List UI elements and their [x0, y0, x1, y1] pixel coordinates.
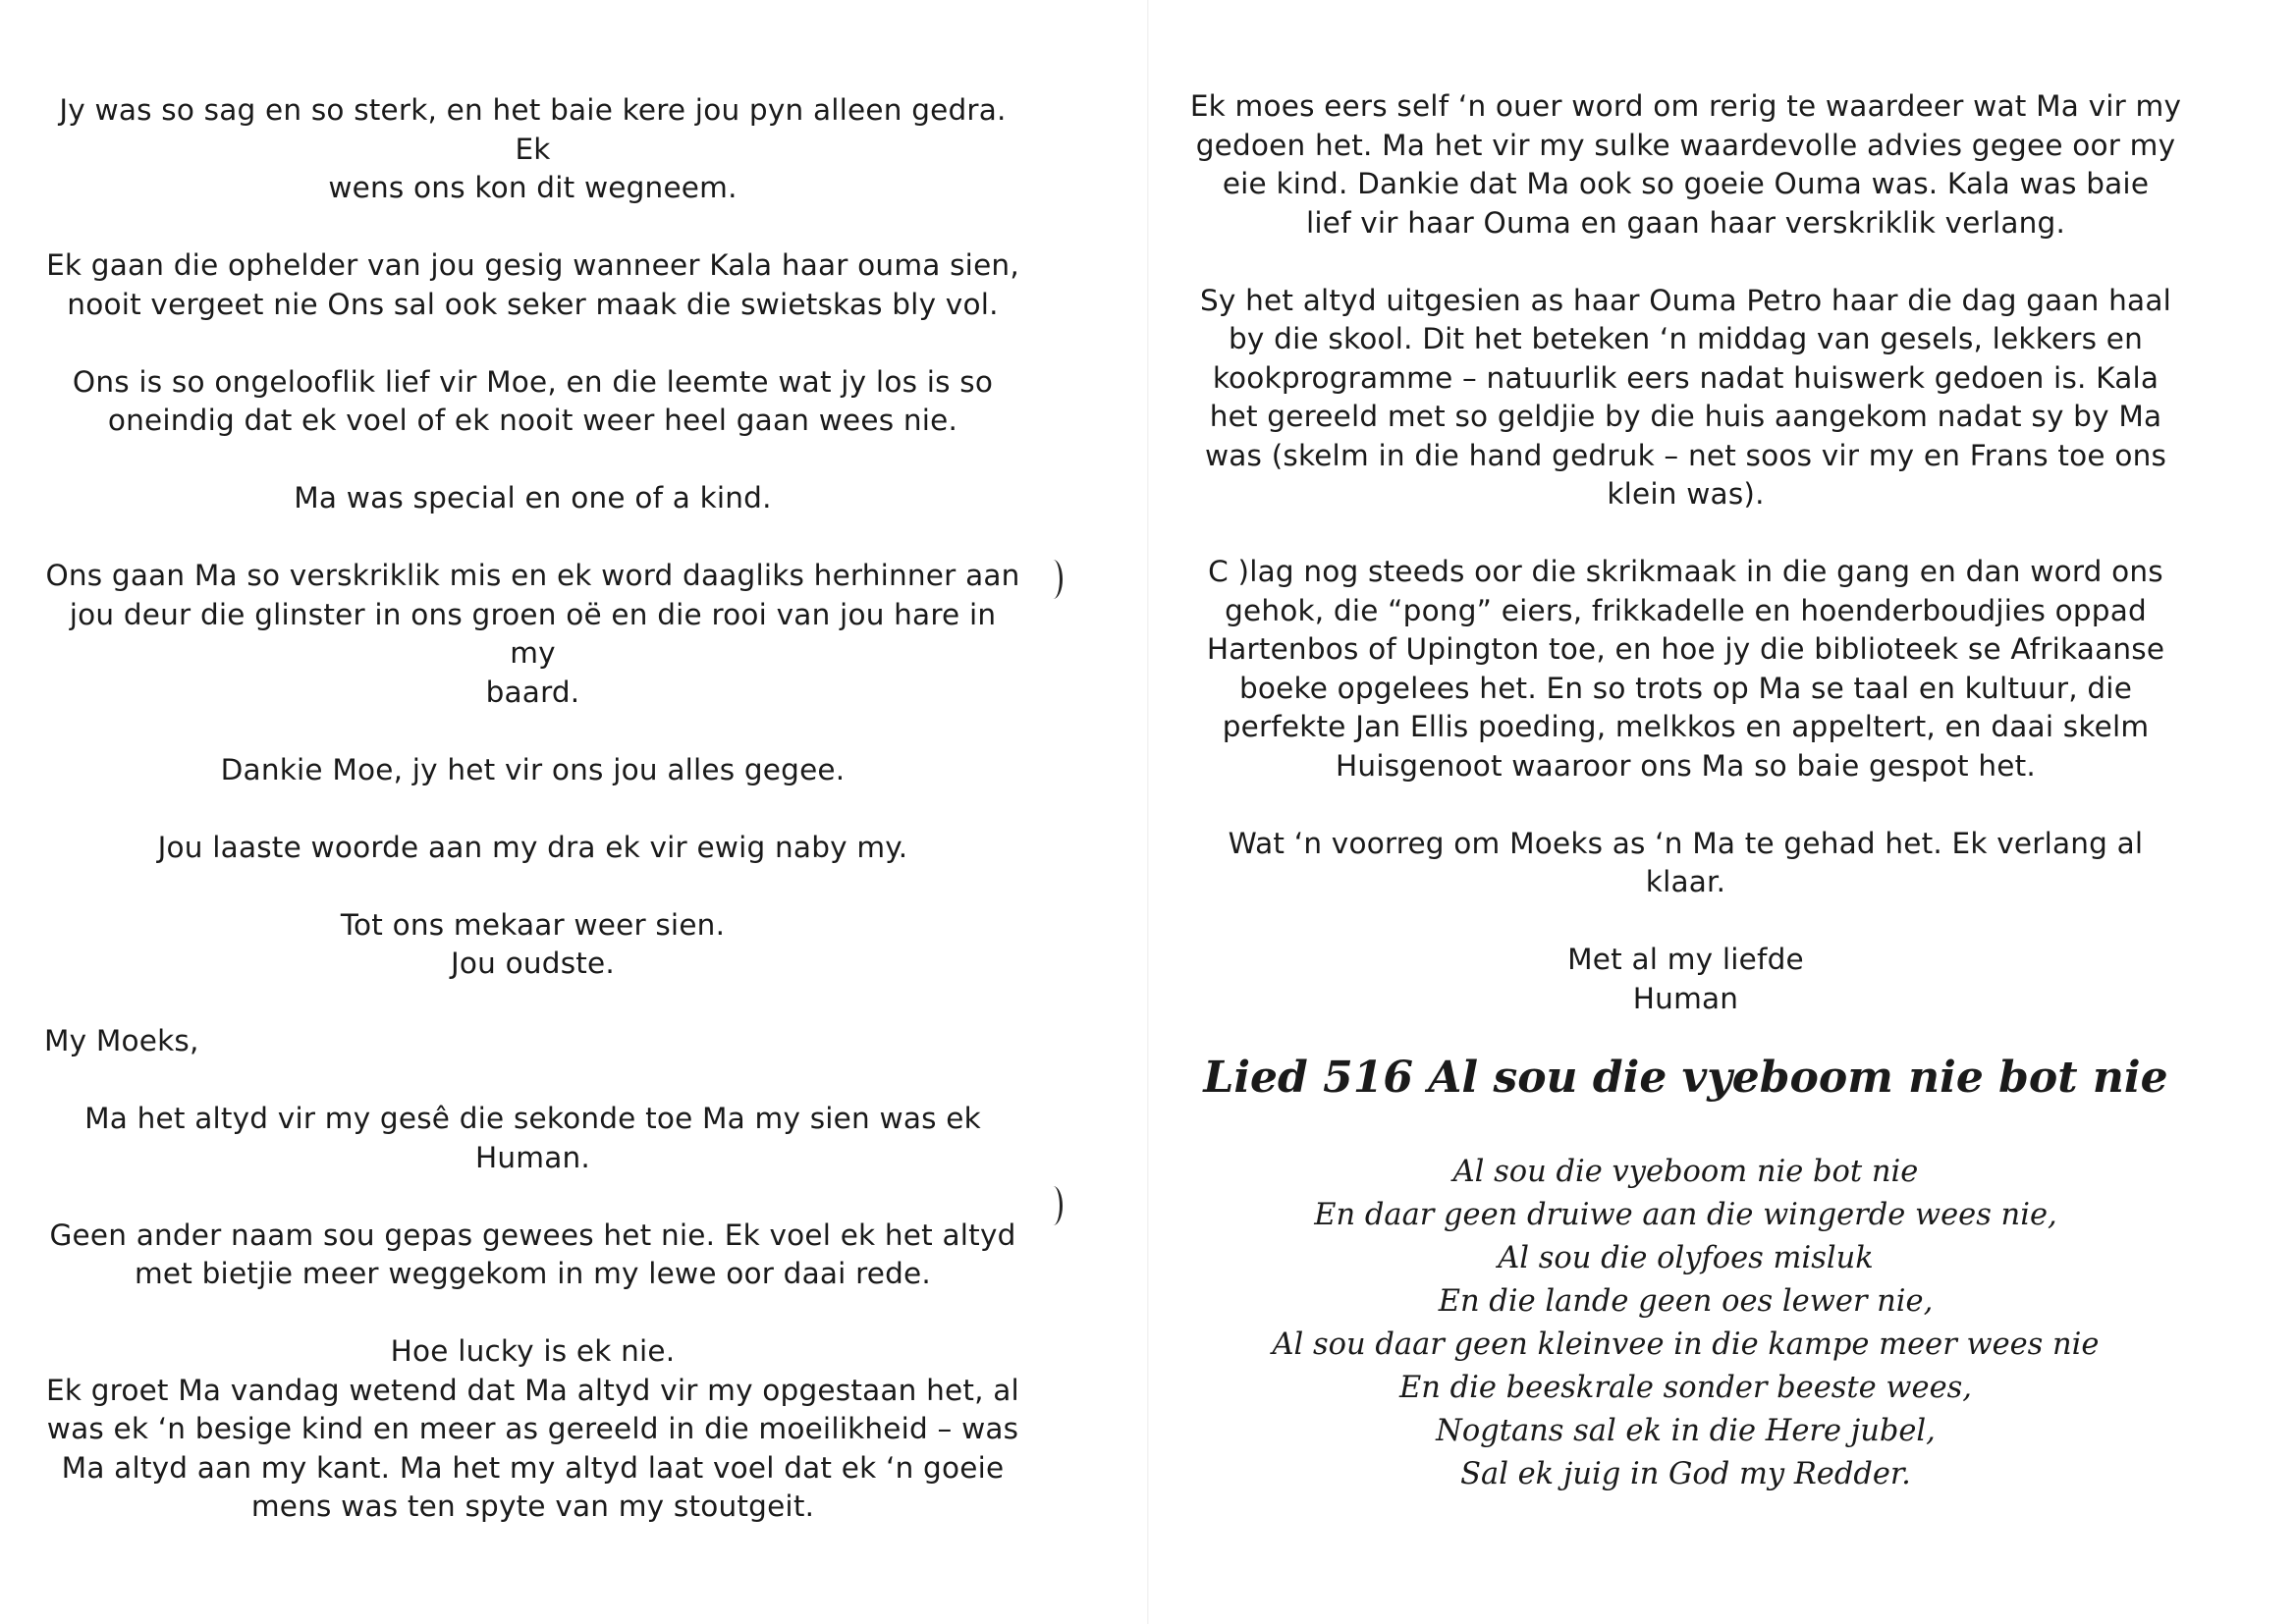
paragraph: Ek moes eers self ‘n ouer word om rerig te waardeer wat Ma vir my gedoen het. Ma het vir my sulke waardevolle advies gegee oor my eie kind. Dankie dat Ma ook so goeie Ouma was. Kala was baie lief vir haar Ouma en gaan haar verskriklik verlang.: [1189, 89, 2182, 240]
paragraph: Ma was special en one of a kind.: [294, 481, 772, 514]
right-page: [1148, 0, 2296, 1624]
punch-hole-mark: [1044, 1186, 1063, 1225]
hymn-line: Al sou die vyeboom nie bot nie: [1452, 1155, 1919, 1189]
hymn-line: En daar geen druiwe aan die wingerde wees nie,: [1314, 1198, 2057, 1232]
paragraph: Ons is so ongelooflik lief vir Moe, en die leemte wat jy los is so oneindig dat ek voel of ek nooit weer heel gaan wees nie.: [72, 364, 994, 437]
hymn-line: Al sou die olyfoes misluk: [1498, 1241, 1874, 1275]
paragraph: Tot ons mekaar weer sien. Jou oudste.: [340, 907, 726, 980]
hymn-line: Al sou daar geen kleinvee in die kampe meer wees nie: [1272, 1327, 2100, 1362]
hymn-line: En die beeskrale sonder beeste wees,: [1399, 1371, 1972, 1405]
paragraph: Ma het altyd vir my gesê die sekonde toe Ma my sien was ek Human.: [84, 1102, 981, 1174]
paragraph: Hoe lucky is ek nie.: [390, 1334, 676, 1368]
paragraph: Ons gaan Ma so verskriklik mis en ek word daagliks herhinner aan jou deur die glinster in ons groen oë en die rooi van jou hare in my baard.: [45, 559, 1020, 709]
paragraph: Dankie Moe, jy het vir ons jou alles gegee.: [220, 752, 846, 786]
signature-block: Met al my liefde Human: [1567, 943, 1804, 1015]
paragraph: Jy was so sag en so sterk, en het baie kere jou pyn alleen gedra. Ek wens ons kon dit wegneem.: [59, 93, 1007, 204]
paragraph: Ek groet Ma vandag wetend dat Ma altyd vir my opgestaan het, al was ek ‘n besige kind en meer as gereeld in die moeilikheid – was Ma altyd aan my kant. Ma het my altyd laat voel dat ek ‘n goeie mens was ten spyte van my stoutgeit.: [46, 1373, 1019, 1523]
hymn-line: En die lande geen oes lewer nie,: [1438, 1284, 1934, 1319]
hymn-line: Sal ek juig in God my Redder.: [1460, 1457, 1911, 1491]
paragraph: Wat ‘n voorreg om Moeks as ‘n Ma te gehad het. Ek verlang al klaar.: [1228, 826, 2144, 898]
hymn-title: Lied 516 Al sou die vyeboom nie bot nie: [1203, 1053, 2168, 1103]
right-column: [1187, 87, 2184, 1018]
paragraph: C )lag nog steeds oor die skrikmaak in die gang en dan word ons gehok, die “pong” eiers, frikkadelle en hoenderboudjies oppad Hartenbos of Upington toe, en hoe jy die biblioteek se Afrikaanse boeke opgelees het. En so trots op Ma se taal en kultuur, die perfekte Jan Ellis poeding, melkkos en appeltert, en daai skelm Huisgenoot waaroor ons Ma so baie gespot het.: [1206, 555, 2165, 783]
paragraph: Ek gaan die ophelder van jou gesig wanneer Kala haar ouma sien, nooit vergeet nie Ons sal ook seker maak die swietskas bly vol.: [46, 248, 1019, 321]
hymn-line: Nogtans sal ek in die Here jubel,: [1436, 1414, 1936, 1448]
punch-hole-mark: [1044, 560, 1063, 599]
paragraph: Sy het altyd uitgesien as haar Ouma Petro haar die dag gaan haal by die skool. Dit het beteken ‘n middag van gesels, lekkers en kookprogramme – natuurlik eers nadat huiswerk gedoen is. Kala het gereeld met so geldjie by die huis aangekom nadat sy by Ma was (skelm in die hand gedruk – net soos vir my en Frans toe ons klein was).: [1199, 283, 2172, 511]
paragraph: Jou laaste woorde aan my dra ek vir ewig naby my.: [157, 830, 908, 864]
left-column: [44, 91, 1021, 1527]
paragraph: Geen ander naam sou gepas gewees het nie. Ek voel ek het altyd met bietjie meer weggekom in my lewe oor daai rede.: [49, 1218, 1016, 1290]
hymn-verse: [1187, 1151, 2184, 1496]
salutation: My Moeks,: [44, 1024, 199, 1057]
